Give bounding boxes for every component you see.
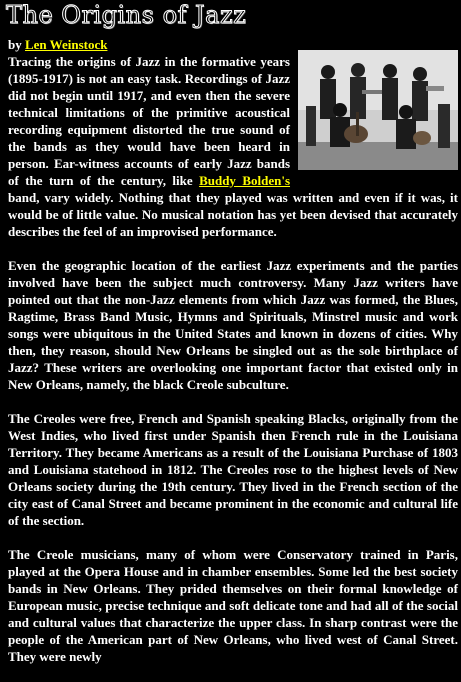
paragraph-3: The Creoles were free, French and Spanish speaking Blacks, originally from the West Indies, who lived first under Spanish then French rule in the Louisiana Territory. They became Americans as a result of the Louisiana Purchase of 1803 and Louisiana statehood in 1812. The Creoles rose to the highest levels of New Orleans society during the 19th century. They lived in the French section of the city east of Canal Street and became prominent in the economic and cultural life of the section.	[8, 411, 458, 528]
page-title: The Origins of Jazz	[6, 1, 247, 29]
author-link[interactable]: Len Weinstock	[24, 37, 108, 52]
paragraph-4: The Creole musicians, many of whom were Conservatory trained in Paris, played at the Opera House and in chamber ensembles. Some led the best society bands in New Orleans. They prided themselves on their formal knowledge of European music, precise technique and soft delicate tone and had all of the social and cultural values that characterize the upper class. In sharp contrast were the people of the American part of New Orleans, who lived west of Canal Street. They were newly	[8, 547, 458, 664]
article-body	[8, 36, 458, 682]
byline-prefix: by	[8, 37, 25, 52]
paragraph-2: Even the geographic location of the earliest Jazz experiments and the parties involved have been the subject much controversy. Many Jazz writers have pointed out that the non-Jazz elements from which Jazz was formed, the Blues, Ragtime, Brass Band Music, Hymns and Spirituals, Minstrel music and work songs were ubiquitous in the United States and known in dozens of cities. Why then, they reason, should New Orleans be singled out as the sole birthplace of Jazz? These writers are overlooking one important factor that existed only in New Orleans, namely, the black Creole subculture.	[8, 258, 458, 392]
byline-and-intro	[8, 36, 458, 240]
paragraph-1-text-end: band, vary widely. Nothing that they played was written and even if it was, it would be of little value. No musical notation has yet been devised that accurately describes the feel of an improvised performance.	[8, 190, 458, 239]
band-photo	[298, 50, 458, 170]
paragraph-1-text-start: Tracing the origins of Jazz in the formative years (1895-1917) is not an easy task. Recordings of Jazz did not begin until 1917, and even then the severe technical limitations of the primitive acoustical recording equipment distorted the true sound of the bands as they would have been heard in person. Ear-witness accounts of early Jazz bands of the turn of the century, like	[8, 54, 290, 188]
buddy-bolden-link[interactable]: Buddy Bolden's	[199, 173, 291, 188]
